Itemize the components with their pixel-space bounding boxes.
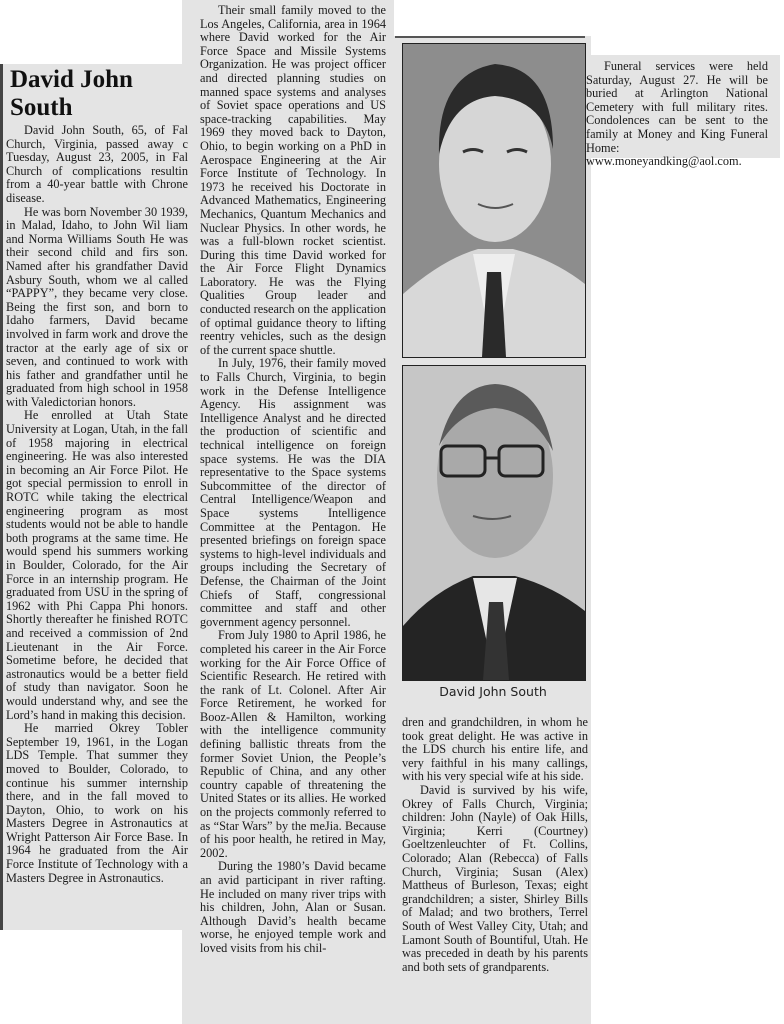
col2-paragraph: Their small family moved to the Los Angeles, California, area in 1964 where David worked for the Air Force Space and Missile Systems Organization. He was project officer and directed planning studies on manned space systems and analyses of Soviet space operations and US space-tracking capabilities. May 1969 they moved back to Dayton, Ohio, to begin working on a PhD in Aerospace Engineering at the Air Force Institute of Technology. In 1973 he received his Doctorate in Advanced Mathematics, Engineering Mechanics, Quantum Mechanics and Nuclear Physics. In other words, he was a full-blown rocket scientist. During this time David worked for the Air Force Flight Dynamics Laboratory. He was the Flying Qualities Group leader and conducted research on the application of optimal guidance theory to lifting reentry vehicles, such as the design of the current space shuttle. [200,3,386,357]
col2-paragraph: During the 1980’s David became an avid participant in river rafting. He included on many river trips with his children, John, Alan or Susan. Although David’s health became worse, he enjoyed temple work and loved visits from his chil- [200,859,386,955]
col1-paragraph: David John South, 65, of Fal Church, Virginia, passed away c Tuesday, August 23, 2005, in Fal Church of complications resultin from a 40-year battle with Chrone disease. [6,123,188,205]
left-edge-rule [0,64,3,930]
portrait-photo-young [402,43,586,358]
col1-paragraph: He enrolled at Utah State University at Logan, Utah, in the fall of 1958 majoring in electrical engineering. He was also interested in becoming an Air Force Pilot. He got special permission to enroll in ROTC while taking the electrical engineering program as most students would not be able to handle both programs at the same time. He would spend his summers working in Boulder, Colorado, for the Air Force in an internship program. He graduated from USU in the spring of 1962 with Phi Cappa Phi honors. Shortly thereafter he finished ROTC and received a commission of 2nd Lieutenant in the Air Force. Sometime before, he decided that astronautics would be a better field of study than navigator. Soon he would understand why, and see the Lord’s hand in making this decision. [6,408,188,722]
col2-paragraph: From July 1980 to April 1986, he completed his career in the Air Force working for the Air Force Office of Scientific Research. He retired with the rank of Lt. Colonel. After Air Force Retirement, he worked for Booz-Allen & Hamilton, working with the intelligence community defining ballistic threats from the former Soviet Union, the People’s Republic of China, and any other country capable of threatening the United States or its allies. He worked on the projects commonly referred to as “Star Wars” by the meJia. Because of his poor health, he retired in May, 2002. [200,628,386,860]
column-2 [200,4,386,956]
column-1 [6,124,188,885]
col1-paragraph: He was born November 30 1939, in Malad, Idaho, to John Wil liam and Norma Williams South He was their second child and firs son. Named after his grandfather David Asbury South, whom we al called “PAPPY”, they became very close. Being the first son, and born to Idaho farmers, David became involved in farm work and drove the tractor at the early age of six or seven, and continued to work with his father and grandfather until he graduated from high school in 1958 with Valedictorian honors. [6,204,188,409]
funeral-notice-text: Funeral services were held Saturday, August 27. He will be buried at Arlington National Cemetery with full military rites. Condolences can be sent to the family at Money and King Funeral Home: www.moneyandking@aol.com. [586,59,768,169]
funeral-notice [586,60,768,169]
portrait-photo-older [402,365,586,681]
col3-paragraph: David is survived by his wife, Okrey of Falls Church, Virginia; children: John (Nayle) of Oak Hills, Virginia; Kerri (Courtney) Goeltzenleuchter of Ft. Collins, Colorado; Alan (Rebecca) of Falls Church, Virginia; Susan (Alex) Mattheus of Burleson, Texas; eight grandchildren; a sister, Shirley Bills of Malad; and two brothers, Terrel South of West Valley City, Utah; and Lamont South of Bountiful, Utah. He was preceded in death by his parents and both sets of grandparents. [402,782,588,974]
col1-paragraph: He married Okrey Tobler September 19, 1961, in the Logan LDS Temple. That summer they moved to Boulder, Colorado, to continue his summer internship there, and in the fall moved to Dayton, Ohio, to work on his Masters Degree in Astronautics at Wright Patterson Air Force Base. In 1964 he graduated from the Air Force Institute of Technology with a Masters Degree in Astronautics. [6,721,188,885]
photo-caption: David John South [439,684,547,699]
col3-paragraph: dren and grandchildren, in whom he took great delight. He was active in the LDS church his entire life, and very faithful in his many callings, with his very special wife at his side. [402,715,588,784]
top-rule [395,36,585,38]
obituary-headline [10,66,133,122]
col2-paragraph: In July, 1976, their family moved to Falls Church, Virginia, to begin work in the Defense Intelligence Agency. His assignment was Intelligence Analyst and he directed the production of scientific and technical intelligence on foreign space systems. He was the DIA representative to the Space systems Subcommittee of the director of Central Intelligence/Weapon and Space systems Intelligence Committee at the Pentagon. He presented briefings on foreign space systems to high-level individuals and groups including the Secretary of Defense, the Chairman of the Joint Chiefs of Staff, congressional committee and staff and other government agency personnel. [200,356,386,629]
headline-line2: South [10,94,73,121]
older-man-portrait-icon [403,366,585,680]
young-man-portrait-icon [403,44,585,357]
column-3 [402,716,588,974]
headline-line1: David John [10,66,133,93]
